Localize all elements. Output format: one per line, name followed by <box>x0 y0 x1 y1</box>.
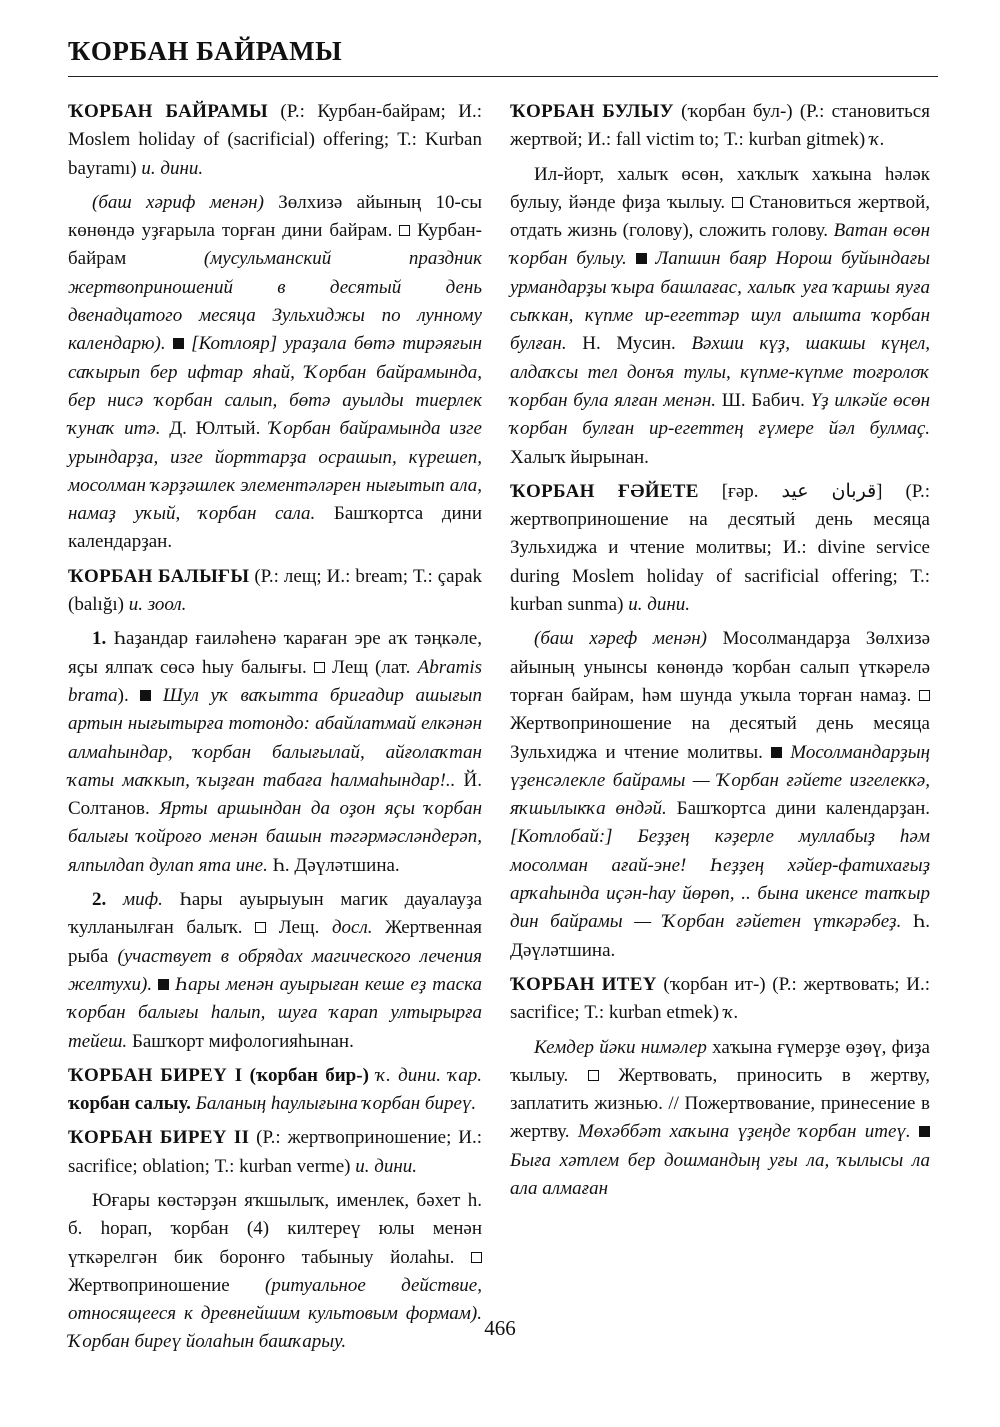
translations: ] (Р.: жертвоприношение на десятый день месяца Зульхиджа и чтение молитвы; И.: divine service during Moslem holiday of sacrificial offering; Т.: kurban sunma) <box>510 480 931 616</box>
filled-square-icon <box>158 979 169 990</box>
translations: (ҡорбан ит-) (Р.: жертвовать; И.: sacrifice; Т.: kurban etmek) <box>510 973 930 1024</box>
definition-object: Кемдер йәки нимәлер <box>534 1036 707 1058</box>
header-rule <box>68 76 938 77</box>
example: [Котлояр] ураҙала бөтә тирәяғын саҡырып бер ифтар яһай, Ҡорбан байрамында, бер нисә ҡорбан салып, бөтә ауылды тиерлек ҡунаҡ итә. <box>68 333 483 440</box>
entry-korban-buluu-body <box>510 161 930 472</box>
russian-equivalent: Становиться жертвой, отдать жизнь (голову), сложить голову. <box>510 191 930 242</box>
example-source: Халыҡ йырынан. <box>510 446 649 468</box>
headword: ҠОРБАН БАЙРАМЫ <box>68 101 268 122</box>
headword: ҠОРБАН БУЛЫУ <box>510 101 674 122</box>
usage-note: (баш хәреф менән) <box>534 628 708 650</box>
entry-korban-gaiete <box>510 478 930 619</box>
example-source: Н. Мусин. <box>566 333 692 355</box>
page-number: 466 <box>484 1316 516 1340</box>
arabic-etymon: قربان عيد <box>781 480 877 502</box>
open-square-icon <box>255 922 266 933</box>
entry-korban-balyghy <box>68 563 482 620</box>
definition: Ил-йорт, халыҡ өсөн, хаҡлыҡ хаҡына һәләк булыу, йәнде фиҙа ҡылыу. <box>510 163 930 213</box>
filled-square-icon <box>919 1126 930 1137</box>
filled-square-icon <box>636 253 647 264</box>
example: Мөхәббәт хаҡына үҙеңде ҡорбан итеү. <box>569 1121 919 1143</box>
sense-1 <box>68 625 482 880</box>
definition: Һары ауырыуын магик дауалауҙа ҡулланылған балыҡ. <box>68 889 482 939</box>
example: Быға хәтлем бер дошмандың уғы ла, ҡылысы ла ала алмаған <box>510 1149 930 1199</box>
russian-equivalent: Курбан-байрам <box>68 220 483 270</box>
open-square-icon <box>471 1252 482 1263</box>
definition: хаҡына ғүмерҙе өҙөү, фиҙа ҡылыу. <box>510 1036 930 1086</box>
example: [Котлобай:] Беҙҙең кәҙерле муллабыҙ һәм мосолман ағай-эне! Һеҙҙең хәйер-фатихағыҙ арҡаһында иҫән-һау йөрөп, .. бына икенсе тапҡыр дин байрамы — Ҡорбан ғәйетен үткәрәбеҙ. <box>510 826 930 933</box>
example: Ҡорбан биреү йолаһын башҡарыу. <box>68 1331 347 1353</box>
example: Лапшин баяр Норош буйындағы урмандарҙы ҡыра башлағас, халыҡ уға ҡаршы яуға сыҡкан, күпме ир-егеттәр шул алышта ҡорбан булған. <box>510 248 930 355</box>
filled-square-icon <box>140 690 151 701</box>
sense-number: 2. <box>92 889 107 911</box>
example-source: Башҡортса дини календарҙан. <box>68 503 483 553</box>
russian-equivalent: Жертвоприношение на десятый день месяца Зульхиджа и чтение молитвы. <box>510 713 930 763</box>
example-source: Ш. Бабич. <box>716 389 811 411</box>
grammar-label: и. зоол. <box>128 594 187 616</box>
russian-equivalent: Жертвоприношение <box>68 1274 266 1296</box>
example: Шул уҡ ваҡытта бригадир ашығып артын нығытырға тотондо: абайлатмай елкәнән алмаһындар, ҡорбан балығылай, айғолаҡтан ҡаты маҡкып, ҡыҙған табаға һалмаһындар!.. <box>68 684 482 791</box>
filled-square-icon <box>173 338 184 349</box>
example: Баланың һаулығына ҡорбан биреү. <box>190 1093 477 1115</box>
russian-note: (мусульманский праздник жертвоприношений в десятый день двенадцатого месяца Зульхиджы по лунному календарю). <box>68 248 482 355</box>
definition: Мосолмандарҙа Зөлхизә айының унынсы көнөндә ҡорбан салып үткәрелә торған байрам, һәм шунда уҡыла торған намаҙ. <box>510 628 931 706</box>
filled-square-icon <box>771 747 782 758</box>
verb-stem: (ҡорбан бир-) <box>242 1064 377 1086</box>
example: Үҙ илкәйе өсөн ҡорбан булған ир-егеттең ғүмере йәл булмаҫ. <box>510 389 930 440</box>
cross-reference: ҡорбан салыу. <box>68 1093 191 1115</box>
example: Мосолмандарҙың үҙенсәлекле байрамы — Ҡорбан ғәйете изгелеккә, яҡшылыкҡа өндәй. <box>510 741 931 820</box>
open-square-icon <box>399 225 410 236</box>
russian-note: (ритуальное действие, относящееся к древнейшим культовым формам). <box>68 1274 482 1325</box>
russian-equivalent: Лещ. <box>266 917 332 939</box>
entry-korban-iteu-body <box>510 1034 930 1204</box>
entry-korban-buluu <box>510 98 930 155</box>
headword: ҠОРБАН ҒӘЙЕТЕ <box>510 480 699 502</box>
running-head: ҠОРБАН БАЙРАМЫ <box>68 36 343 66</box>
example: Ватан өсөн ҡорбан булыу. <box>510 220 931 270</box>
example: Һары менән ауырыған кеше еҙ таска ҡорбан балығы һалып, шуға ҡарап ултырырға тейеш. <box>68 973 482 1052</box>
sense-number: 1. <box>92 628 107 650</box>
example-source: Й. Солтанов. <box>68 769 482 820</box>
headword: ҠОРБАН БАЛЫҒЫ <box>68 565 250 587</box>
example-source: Һ. Дәүләтшина. <box>267 854 400 876</box>
headword: ҠОРБАН БИРЕҮ I <box>68 1064 243 1086</box>
definition: Һаҙандар ғаиләһенә ҡараған эре аҡ тәңкәле, яҫы ялпаҡ сөсә һыу балығы. <box>68 628 482 678</box>
open-square-icon <box>919 690 930 701</box>
headword: ҠОРБАН БИРЕҮ II <box>68 1127 250 1149</box>
entry-korban-gaiete-body <box>510 625 930 965</box>
open-square-icon <box>314 662 325 673</box>
example: Ярты аршындан да оҙон яҫы ҡорбан балығы ҡойроғо менән башын тәгәрмәсләндерәп, ялпылдап дулап ята ине. <box>68 798 482 876</box>
example: Ҡорбан байрамында изге урындарҙа, изге йорттарҙа осрашып, күрешеп, мосолман ҡәрҙәшлек элементәләрен нығытып ала, намаҙ уҡый, ҡорбан сала. <box>68 418 482 525</box>
entry-korban-bireu-1 <box>68 1062 482 1119</box>
grammar-label: ҡ. <box>869 129 885 151</box>
translations: (Р.: лещ; И.: bream; Т.: çapak (balığı) <box>68 565 483 616</box>
translations: (Р.: жертвоприношение; И.: sacrifice; oblation; Т.: kurban verme) <box>68 1127 482 1177</box>
latin-name: Abramis brama <box>68 656 482 706</box>
translations: (ҡорбан бул-) (Р.: становиться жертвой; И.: fall victim to; Т.: kurban gitmek) <box>510 101 930 151</box>
headword: ҠОРБАН ИТЕҮ <box>510 973 657 995</box>
right-column <box>510 98 930 1209</box>
russian-equivalent: Жертвовать, приносить в жертву, заплатить жизнью. // Пожертвование, принесение в жертву. <box>510 1064 930 1143</box>
usage-note: (баш хәриф менән) <box>92 191 264 213</box>
example-source: Башҡорт мифологияһынан. <box>127 1030 354 1052</box>
entry-korban-bayramy-body <box>68 189 482 557</box>
etymology: [ғәр. <box>698 480 782 502</box>
russian-equivalent: Жертвенная рыба <box>68 917 482 967</box>
open-square-icon <box>588 1070 599 1081</box>
open-square-icon <box>732 197 743 208</box>
grammar-label: досл. <box>331 917 373 939</box>
entry-korban-iteu <box>510 971 930 1028</box>
definition: Зөлхизә айының 10-сы көнөндә уҙғарыла торған дини байрам. <box>68 191 482 242</box>
example: Вәхши күҙ, шакшы күңел, алдаҡсы тел донъя тулы, күпме-күпме тоғролоҡ ҡорбан була ялған менән. <box>510 333 930 411</box>
left-column <box>68 98 482 1363</box>
example-source: Башҡортса дини календарҙан. <box>666 798 930 820</box>
sense-2 <box>68 886 482 1056</box>
russian-note: (участвует в обрядах магического лечения желтухи). <box>68 945 482 995</box>
grammar-label: и. дини. <box>628 594 690 616</box>
entry-korban-bayramy <box>68 98 482 183</box>
grammar-label: и. дини. <box>141 157 204 179</box>
russian-equivalent: Лещ (лат. <box>324 656 418 678</box>
definition: Юғары көстәрҙән яҡшылыҡ, именлек, бәхет һ. б. һорап, ҡорбан (4) килтереү юлы менән үткәрелгән бик боронғо табыныу йолаһы. <box>68 1189 482 1268</box>
translations: (Р.: Курбан-байрам; И.: Moslem holiday of (sacrificial) offering; Т.: Kurban bayramı) <box>68 101 483 179</box>
example-source: Һ. Дәүләтшина. <box>510 911 931 961</box>
grammar-label: миф. <box>106 889 163 911</box>
grammar-label: ҡ. дини. ҡар. <box>376 1064 482 1086</box>
grammar-label: ҡ. <box>723 1002 739 1024</box>
grammar-label: и. дини. <box>355 1155 418 1177</box>
entry-korban-bireu-2 <box>68 1124 482 1181</box>
russian-equivalent-end: ). <box>117 684 141 706</box>
example-source: Д. Юлтый. <box>160 418 270 440</box>
